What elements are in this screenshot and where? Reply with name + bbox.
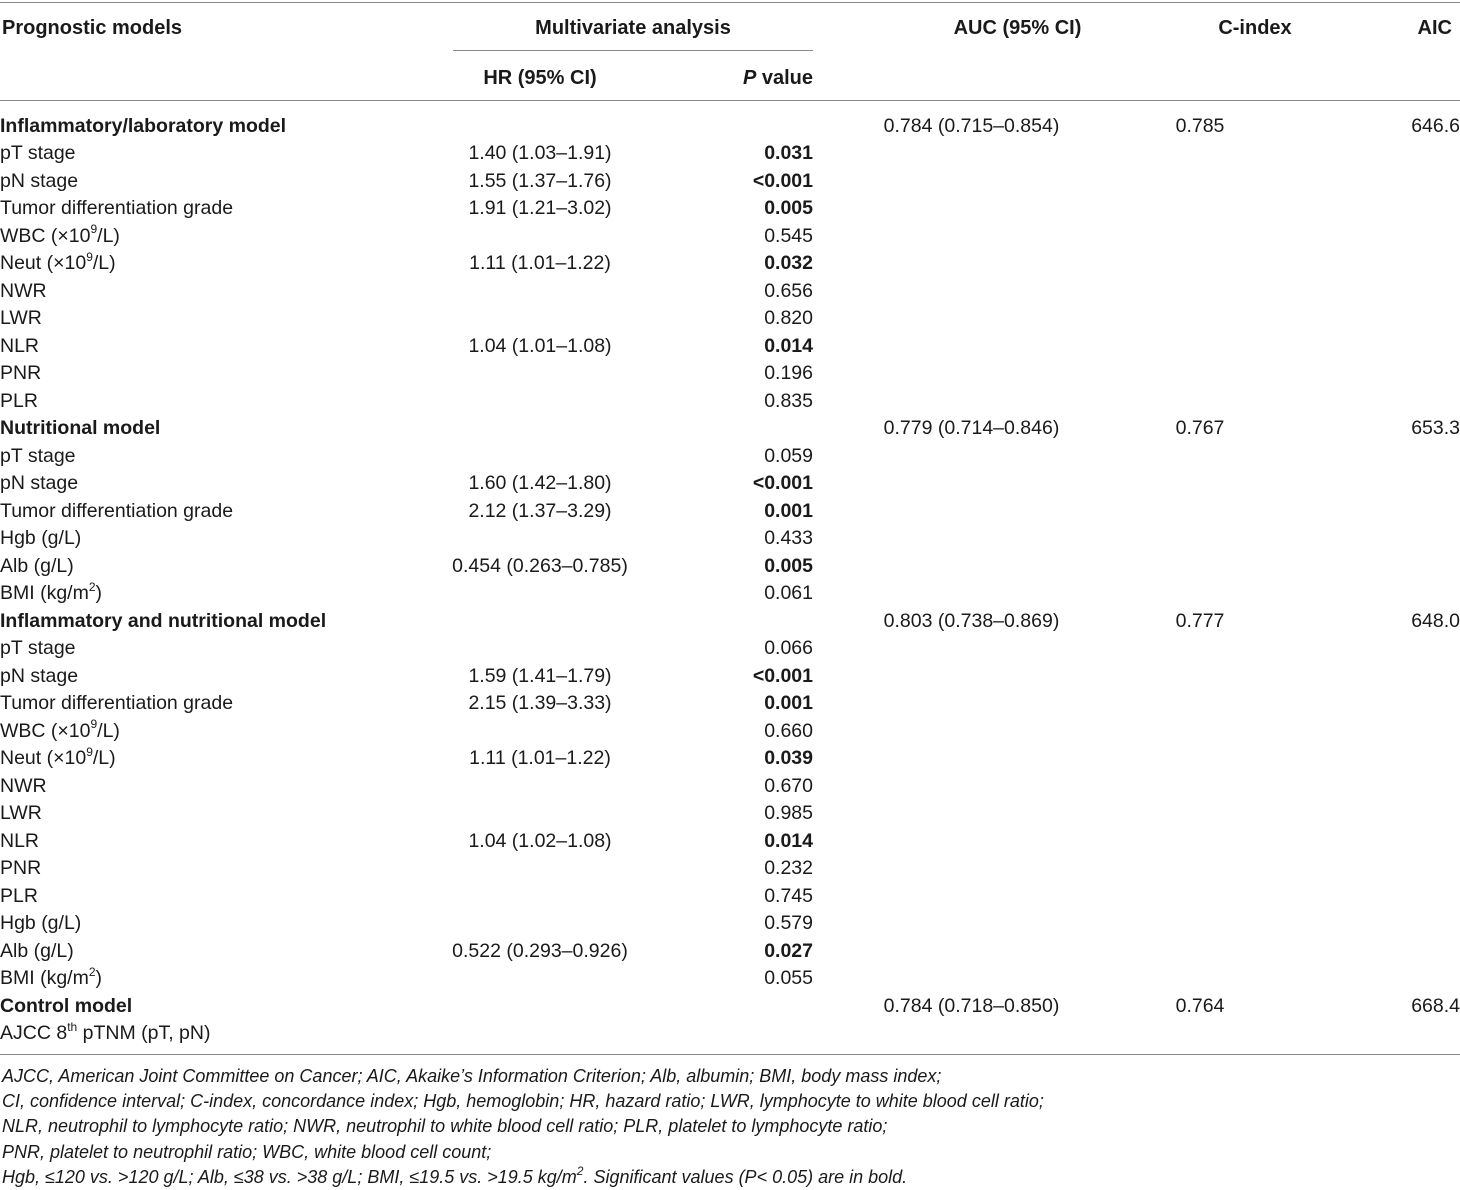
- variable-name: [0, 717, 420, 745]
- aic-cell: 648.0: [1411, 609, 1460, 632]
- c-index-cell: [1130, 222, 1270, 250]
- hr-cell: [420, 112, 660, 140]
- variable-row: [0, 882, 1460, 910]
- c-index-cell: [1130, 250, 1270, 278]
- auc-cell: [813, 305, 1130, 333]
- hr-cell: [420, 717, 660, 745]
- footnote-line5-text-after: . Significant values (P< 0.05) are in bold.: [583, 1166, 908, 1187]
- variable-name: pN stage: [0, 169, 79, 192]
- aic-cell: [1270, 745, 1460, 773]
- header-p-rest: value: [756, 67, 813, 89]
- variable-name-text: AJCC 8: [0, 1022, 68, 1045]
- variable-name: [0, 1020, 420, 1048]
- footnote-line5-sup: 2: [576, 1163, 584, 1178]
- hr-cell: [420, 607, 660, 635]
- variable-name-text-after: /L): [92, 252, 116, 275]
- variable-row: [0, 195, 1460, 223]
- variable-row: [0, 772, 1460, 800]
- hr-cell: 1.11 (1.01–1.22): [469, 252, 611, 275]
- c-index-cell: [1130, 635, 1270, 663]
- c-index-cell: [1130, 140, 1270, 168]
- hr-cell: [420, 965, 660, 993]
- footnote-line: CI, confidence interval; C-index, concordance index; Hgb, hemoglobin; HR, hazard ratio; LWR, lymphocyte to white blood cell ratio;: [2, 1091, 1044, 1112]
- header-prognostic-models: Prognostic models: [2, 17, 183, 39]
- variable-name: Tumor differentiation grade: [0, 499, 234, 522]
- variable-name-text: Neut (×10: [0, 252, 87, 275]
- results-table-body: [0, 112, 1460, 1047]
- variable-name: LWR: [0, 802, 42, 825]
- aic-cell: [1270, 497, 1460, 525]
- c-index-cell: [1130, 195, 1270, 223]
- c-index-cell: [1130, 525, 1270, 553]
- variable-name: NWR: [0, 279, 47, 302]
- header-auc: AUC (95% CI): [953, 17, 1082, 39]
- aic-cell: [1270, 222, 1460, 250]
- p-value-cell: 0.001: [764, 692, 813, 715]
- p-value-cell: [660, 112, 813, 140]
- model-name: Inflammatory/laboratory model: [0, 114, 287, 137]
- hr-cell: 1.91 (1.21–3.02): [468, 197, 612, 220]
- footnote-line: AJCC, American Joint Committee on Cancer; AIC, Akaike’s Information Criterion; Alb, albumin; BMI, body mass index;: [2, 1066, 942, 1086]
- variable-name: pN stage: [0, 664, 79, 687]
- table-footnote: [2, 1064, 1452, 1190]
- p-value-cell: 0.232: [764, 857, 813, 880]
- p-value-cell: 0.196: [764, 362, 813, 385]
- variable-name-superscript: th: [67, 1019, 78, 1034]
- variable-name: Tumor differentiation grade: [0, 692, 234, 715]
- p-value-cell: [660, 992, 813, 1020]
- variable-row: [0, 800, 1460, 828]
- c-index-cell: 0.785: [1175, 114, 1225, 137]
- aic-cell: [1270, 800, 1460, 828]
- aic-cell: [1270, 250, 1460, 278]
- variable-name: [0, 222, 420, 250]
- auc-cell: [813, 1020, 1130, 1048]
- variable-name-text-after: /L): [97, 224, 120, 247]
- model-group-row: [0, 415, 1460, 443]
- auc-cell: [813, 965, 1130, 993]
- p-value-cell: [660, 607, 813, 635]
- aic-cell: [1270, 360, 1460, 388]
- footnote-line5-text: Hgb, ≤120 vs. >120 g/L; Alb, ≤38 vs. >38 g/L; BMI, ≤19.5 vs. >19.5 kg/m: [2, 1166, 577, 1187]
- hr-cell: [420, 415, 660, 443]
- p-value-cell: 0.001: [764, 499, 813, 522]
- p-value-cell: 0.656: [764, 279, 813, 302]
- model-name: Nutritional model: [0, 417, 161, 440]
- variable-row: [0, 910, 1460, 938]
- variable-name-text-after: /L): [97, 719, 120, 742]
- hr-cell: 1.04 (1.01–1.08): [468, 334, 612, 357]
- variable-name-superscript: 9: [86, 249, 93, 264]
- auc-cell: [813, 195, 1130, 223]
- c-index-cell: 0.777: [1175, 609, 1225, 632]
- model-group-row: [0, 112, 1460, 140]
- aic-cell: [1270, 387, 1460, 415]
- c-index-cell: 0.764: [1175, 994, 1225, 1017]
- variable-row: [0, 140, 1460, 168]
- variable-row: [0, 360, 1460, 388]
- c-index-cell: [1130, 470, 1270, 498]
- variable-name-superscript: 9: [86, 744, 93, 759]
- hr-cell: [420, 442, 660, 470]
- variable-name: Alb (g/L): [0, 554, 74, 577]
- hr-cell: [420, 305, 660, 333]
- c-index-cell: [1130, 690, 1270, 718]
- variable-name-text: WBC (×10: [0, 719, 91, 742]
- aic-cell: [1270, 140, 1460, 168]
- variable-name: pT stage: [0, 444, 76, 467]
- auc-cell: 0.803 (0.738–0.869): [883, 609, 1060, 632]
- header-hr: HR (95% CI): [483, 67, 597, 89]
- hr-cell: [420, 772, 660, 800]
- auc-cell: [813, 167, 1130, 195]
- aic-cell: [1270, 635, 1460, 663]
- p-value-cell: 0.032: [764, 252, 813, 275]
- auc-cell: [813, 690, 1130, 718]
- variable-name: NLR: [0, 829, 40, 852]
- hr-cell: [420, 855, 660, 883]
- variable-name: pT stage: [0, 142, 76, 165]
- model-name: Inflammatory and nutritional model: [0, 609, 327, 632]
- c-index-cell: [1130, 552, 1270, 580]
- auc-cell: [813, 497, 1130, 525]
- variable-name-text: Neut (×10: [0, 747, 87, 770]
- c-index-cell: [1130, 360, 1270, 388]
- hr-cell: 1.55 (1.37–1.76): [468, 169, 612, 192]
- aic-cell: [1270, 195, 1460, 223]
- hr-cell: [420, 525, 660, 553]
- p-value-cell: 0.660: [764, 719, 813, 742]
- variable-name-superscript: 9: [90, 222, 98, 237]
- variable-name: PNR: [0, 857, 42, 880]
- hr-cell: [420, 635, 660, 663]
- variable-row: [0, 662, 1460, 690]
- variable-name-text: BMI (kg/m: [0, 967, 89, 990]
- variable-row: [0, 1020, 1460, 1048]
- auc-cell: [813, 772, 1130, 800]
- variable-name: PLR: [0, 884, 38, 907]
- c-index-cell: [1130, 965, 1270, 993]
- variable-name: pT stage: [0, 637, 76, 660]
- hr-cell: [420, 580, 660, 608]
- auc-cell: [813, 717, 1130, 745]
- aic-cell: [1270, 965, 1460, 993]
- p-value-cell: 0.055: [764, 967, 813, 990]
- hr-cell: [420, 222, 660, 250]
- c-index-cell: [1130, 937, 1270, 965]
- c-index-cell: [1130, 800, 1270, 828]
- c-index-cell: [1130, 580, 1270, 608]
- c-index-cell: [1130, 662, 1270, 690]
- variable-row: [0, 250, 1460, 278]
- c-index-cell: [1130, 855, 1270, 883]
- aic-cell: [1270, 772, 1460, 800]
- p-value-cell: 0.066: [764, 637, 813, 660]
- auc-cell: 0.784 (0.718–0.850): [883, 994, 1060, 1017]
- aic-cell: [1270, 937, 1460, 965]
- auc-cell: [813, 470, 1130, 498]
- p-value-cell: 0.031: [764, 142, 813, 165]
- p-value-cell: 0.005: [764, 197, 813, 220]
- hr-cell: [420, 992, 660, 1020]
- variable-row: [0, 470, 1460, 498]
- variable-name: [0, 965, 420, 993]
- aic-cell: [1270, 305, 1460, 333]
- variable-row: [0, 965, 1460, 993]
- variable-row: [0, 552, 1460, 580]
- auc-cell: [813, 855, 1130, 883]
- table-bottom-rule: [0, 1054, 1460, 1055]
- multivariate-subrule: [453, 50, 813, 51]
- p-value-cell: 0.039: [764, 747, 813, 770]
- auc-cell: 0.779 (0.714–0.846): [883, 417, 1060, 440]
- p-value-cell: 0.745: [764, 884, 813, 907]
- header-aic: AIC: [1417, 17, 1452, 39]
- model-group-row: [0, 607, 1460, 635]
- variable-row: [0, 167, 1460, 195]
- c-index-cell: [1130, 745, 1270, 773]
- aic-cell: [1270, 277, 1460, 305]
- variable-name: pN stage: [0, 472, 79, 495]
- auc-cell: [813, 222, 1130, 250]
- auc-cell: [813, 937, 1130, 965]
- c-index-cell: [1130, 717, 1270, 745]
- p-value-cell: 0.014: [764, 334, 813, 357]
- table-top-rule: [0, 2, 1460, 3]
- hr-cell: [420, 910, 660, 938]
- p-value-cell: [660, 1020, 813, 1048]
- variable-row: [0, 717, 1460, 745]
- model-name: Control model: [0, 994, 133, 1017]
- variable-row: [0, 580, 1460, 608]
- variable-row: [0, 937, 1460, 965]
- variable-name-text-after: pTNM (pT, pN): [77, 1022, 211, 1045]
- variable-row: [0, 525, 1460, 553]
- variable-name-superscript: 2: [88, 579, 96, 594]
- c-index-cell: [1130, 772, 1270, 800]
- variable-row: [0, 222, 1460, 250]
- hr-cell: [420, 360, 660, 388]
- results-table: [0, 112, 1460, 1047]
- hr-cell: 1.11 (1.01–1.22): [469, 747, 611, 770]
- p-value-cell: 0.835: [764, 389, 813, 412]
- p-value-cell: 0.670: [764, 774, 813, 797]
- variable-name: Tumor differentiation grade: [0, 197, 234, 220]
- aic-cell: 646.6: [1411, 114, 1460, 137]
- c-index-cell: [1130, 167, 1270, 195]
- aic-cell: [1270, 717, 1460, 745]
- variable-row: [0, 305, 1460, 333]
- c-index-cell: [1130, 882, 1270, 910]
- hr-cell: [420, 277, 660, 305]
- c-index-cell: [1130, 827, 1270, 855]
- p-value-cell: 0.059: [764, 444, 813, 467]
- variable-name: LWR: [0, 307, 42, 330]
- variable-name-superscript: 9: [90, 717, 98, 732]
- aic-cell: [1270, 552, 1460, 580]
- variable-row: [0, 635, 1460, 663]
- footnote-line: [2, 1165, 1452, 1190]
- aic-cell: [1270, 470, 1460, 498]
- c-index-cell: [1130, 305, 1270, 333]
- p-value-cell: 0.545: [764, 224, 813, 247]
- variable-name: PLR: [0, 389, 38, 412]
- auc-cell: [813, 140, 1130, 168]
- aic-cell: [1270, 910, 1460, 938]
- footnote-line: NLR, neutrophil to lymphocyte ratio; NWR, neutrophil to white blood cell ratio; PLR, platelet to lymphocyte ratio;: [2, 1116, 888, 1137]
- variable-name: Alb (g/L): [0, 939, 74, 962]
- hr-cell: 1.40 (1.03–1.91): [468, 142, 612, 165]
- c-index-cell: [1130, 442, 1270, 470]
- c-index-cell: [1130, 910, 1270, 938]
- auc-cell: [813, 277, 1130, 305]
- auc-cell: [813, 525, 1130, 553]
- variable-name: [0, 250, 420, 278]
- header-p-italic: P: [742, 67, 757, 89]
- c-index-cell: [1130, 387, 1270, 415]
- p-value-cell: 0.433: [764, 527, 813, 550]
- auc-cell: [813, 580, 1130, 608]
- variable-row: [0, 387, 1460, 415]
- p-value-cell: 0.014: [764, 829, 813, 852]
- auc-cell: [813, 332, 1130, 360]
- variable-name: NLR: [0, 334, 40, 357]
- aic-cell: 653.3: [1411, 417, 1460, 440]
- hr-cell: [420, 800, 660, 828]
- auc-cell: [813, 800, 1130, 828]
- model-group-row: [0, 992, 1460, 1020]
- variable-name: PNR: [0, 362, 42, 385]
- c-index-cell: [1130, 332, 1270, 360]
- hr-cell: 1.59 (1.41–1.79): [468, 664, 612, 687]
- p-value-cell: 0.820: [764, 307, 813, 330]
- aic-cell: [1270, 690, 1460, 718]
- aic-cell: [1270, 1020, 1460, 1048]
- variable-name: [0, 745, 420, 773]
- variable-row: [0, 855, 1460, 883]
- variable-name: Hgb (g/L): [0, 912, 82, 935]
- variable-name: [0, 580, 420, 608]
- variable-name-superscript: 2: [88, 964, 96, 979]
- aic-cell: [1270, 525, 1460, 553]
- p-value-cell: 0.985: [764, 802, 813, 825]
- variable-name-text: BMI (kg/m: [0, 582, 89, 605]
- variable-name: Hgb (g/L): [0, 527, 82, 550]
- auc-cell: [813, 662, 1130, 690]
- c-index-cell: [1130, 1020, 1270, 1048]
- variable-name: NWR: [0, 774, 47, 797]
- auc-cell: [813, 250, 1130, 278]
- auc-cell: [813, 360, 1130, 388]
- auc-cell: [813, 745, 1130, 773]
- variable-name-text-after: /L): [92, 747, 116, 770]
- p-value-cell: <0.001: [752, 169, 813, 192]
- variable-name-text-after: ): [95, 582, 103, 605]
- header-multivariate-analysis: Multivariate analysis: [535, 17, 731, 39]
- variable-row: [0, 277, 1460, 305]
- auc-cell: [813, 635, 1130, 663]
- auc-cell: [813, 882, 1130, 910]
- p-value-cell: 0.579: [764, 912, 813, 935]
- auc-cell: [813, 387, 1130, 415]
- p-value-cell: [660, 415, 813, 443]
- aic-cell: [1270, 442, 1460, 470]
- hr-cell: 0.454 (0.263–0.785): [452, 554, 628, 577]
- aic-cell: [1270, 827, 1460, 855]
- header-bottom-rule: [0, 100, 1460, 101]
- aic-cell: [1270, 167, 1460, 195]
- aic-cell: [1270, 332, 1460, 360]
- aic-cell: [1270, 662, 1460, 690]
- variable-row: [0, 497, 1460, 525]
- header-c-index: C-index: [1218, 17, 1292, 39]
- header-p-value: [690, 66, 813, 90]
- variable-name-text: WBC (×10: [0, 224, 91, 247]
- variable-row: [0, 332, 1460, 360]
- auc-cell: [813, 552, 1130, 580]
- hr-cell: [420, 387, 660, 415]
- p-value-cell: <0.001: [752, 472, 813, 495]
- footnote-line: PNR, platelet to neutrophil ratio; WBC, white blood cell count;: [2, 1141, 492, 1162]
- c-index-cell: [1130, 277, 1270, 305]
- variable-row: [0, 690, 1460, 718]
- p-value-cell: 0.061: [764, 582, 813, 605]
- auc-cell: [813, 442, 1130, 470]
- hr-cell: 1.04 (1.02–1.08): [468, 829, 612, 852]
- aic-cell: 668.4: [1411, 994, 1460, 1017]
- variable-row: [0, 442, 1460, 470]
- variable-row: [0, 827, 1460, 855]
- variable-name-text-after: ): [95, 967, 103, 990]
- p-value-cell: <0.001: [752, 664, 813, 687]
- hr-cell: [420, 1020, 660, 1048]
- hr-cell: 2.15 (1.39–3.33): [468, 692, 612, 715]
- p-value-cell: 0.005: [764, 554, 813, 577]
- hr-cell: 0.522 (0.293–0.926): [452, 939, 628, 962]
- p-value-cell: 0.027: [764, 939, 813, 962]
- auc-cell: [813, 910, 1130, 938]
- hr-cell: 1.60 (1.42–1.80): [468, 472, 612, 495]
- c-index-cell: [1130, 497, 1270, 525]
- aic-cell: [1270, 580, 1460, 608]
- hr-cell: [420, 882, 660, 910]
- aic-cell: [1270, 882, 1460, 910]
- auc-cell: 0.784 (0.715–0.854): [883, 114, 1060, 137]
- hr-cell: 2.12 (1.37–3.29): [468, 499, 612, 522]
- c-index-cell: 0.767: [1175, 417, 1225, 440]
- auc-cell: [813, 827, 1130, 855]
- variable-row: [0, 745, 1460, 773]
- aic-cell: [1270, 855, 1460, 883]
